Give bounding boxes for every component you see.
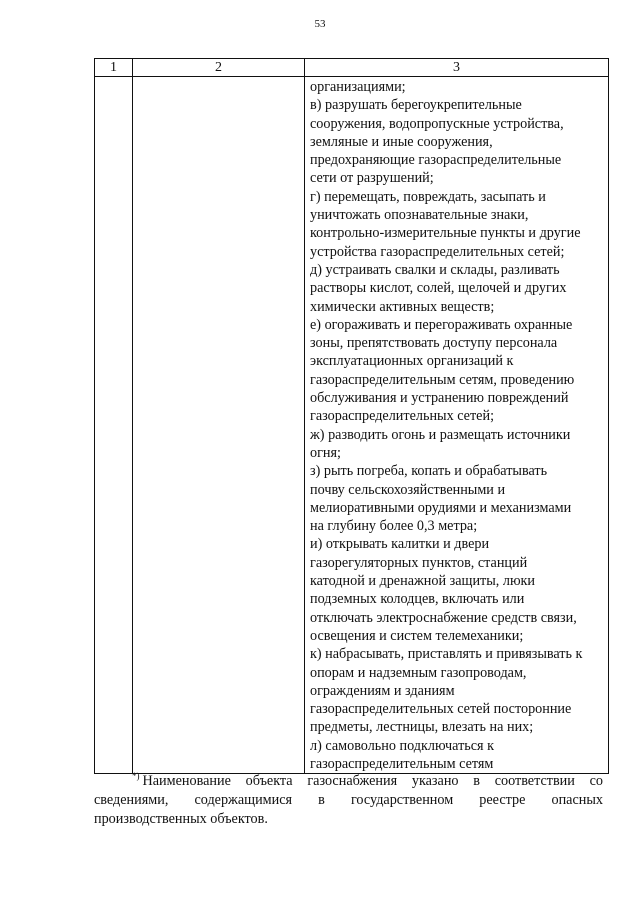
table-text-line: предметы, лестницы, влезать на них; — [310, 719, 534, 736]
table-text-line: огня; — [310, 444, 341, 461]
table-text-line: устройства газораспределительных сетей; — [310, 243, 565, 260]
table-text-line: ограждениям и зданиям — [310, 682, 455, 699]
table-text-line: к) набрасывать, приставлять и привязывать к — [310, 646, 583, 663]
table-text-line: сооружения, водопропускные устройства, — [310, 115, 564, 132]
footnote-text: Наименование объекта газоснабжения указано в соответствии со — [142, 773, 603, 789]
table-text-line: мелиоративными орудиями и механизмами — [310, 499, 572, 516]
table-text-line: катодной и дренажной защиты, люки — [310, 573, 536, 590]
table-text-line: обслуживания и устранению повреждений — [310, 390, 569, 407]
cell-column-3-text — [305, 77, 608, 773]
table-text-line: газораспределительных сетей посторонние — [310, 701, 572, 718]
table-text-line: эксплуатационных организаций к — [310, 353, 514, 370]
table-text-line: л) самовольно подключаться к — [310, 737, 495, 754]
requirements-table — [94, 58, 609, 774]
column-header-3: 3 — [305, 59, 609, 77]
cell-column-3 — [305, 77, 609, 774]
table-body-row — [95, 77, 609, 774]
table-text-line: з) рыть погреба, копать и обрабатывать — [310, 463, 548, 480]
table-text-line: г) перемещать, повреждать, засыпать и — [310, 188, 546, 205]
column-header-2: 2 — [133, 59, 305, 77]
table-text-line: опорам и надземным газопроводам, — [310, 664, 527, 681]
table-text-line: ж) разводить огонь и размещать источники — [310, 426, 571, 443]
cell-column-2 — [133, 77, 305, 774]
table-text-line: уничтожать опознавательные знаки, — [310, 207, 529, 224]
footnote-line: производственных объектов. — [94, 811, 268, 827]
table-text-line: зоны, препятствовать доступу персонала — [310, 335, 558, 352]
table-text-line: газораспределительным сетям — [310, 755, 494, 772]
table-text-line: на глубину более 0,3 метра; — [310, 518, 478, 535]
table-text-line: в) разрушать берегоукрепительные — [310, 97, 522, 114]
footnote-marker: *) — [132, 771, 140, 781]
table-text-line: предохраняющие газораспределительные — [310, 152, 562, 169]
table-text-line: земляные и иные сооружения, — [310, 133, 493, 150]
table-text-line: газораспределительных сетей; — [310, 408, 495, 425]
table-text-line: е) огораживать и перегораживать охранные — [310, 316, 573, 333]
cell-column-1 — [95, 77, 133, 774]
table-text-line: газораспределительным сетям, проведению — [310, 371, 575, 388]
table-text-line: д) устраивать свалки и склады, разливать — [310, 261, 560, 278]
table-text-line: отключать электроснабжение средств связи, — [310, 609, 577, 626]
footnote — [94, 767, 603, 829]
footnote-line: сведениями, содержащимися в государственном реестре опасных — [94, 792, 603, 808]
table-text-line: сети от разрушений; — [310, 170, 434, 187]
table-text-line: и) открывать калитки и двери — [310, 536, 490, 553]
footnote-line — [94, 767, 603, 791]
table-text-line: газорегуляторных пунктов, станций — [310, 554, 528, 571]
table-text-line: организациями; — [310, 79, 406, 95]
table-text-line: контрольно-измерительные пункты и другие — [310, 225, 581, 242]
page-number: 53 — [314, 18, 326, 30]
table-text-line: растворы кислот, солей, щелочей и других — [310, 280, 567, 297]
table-text-line: химически активных веществ; — [310, 298, 495, 315]
table-text-line: освещения и систем телемеханики; — [310, 627, 524, 644]
table-header-row — [95, 59, 609, 77]
column-header-1: 1 — [95, 59, 133, 77]
table-text-line: подземных колодцев, включать или — [310, 591, 525, 608]
table-text-line: почву сельскохозяйственными и — [310, 481, 506, 498]
